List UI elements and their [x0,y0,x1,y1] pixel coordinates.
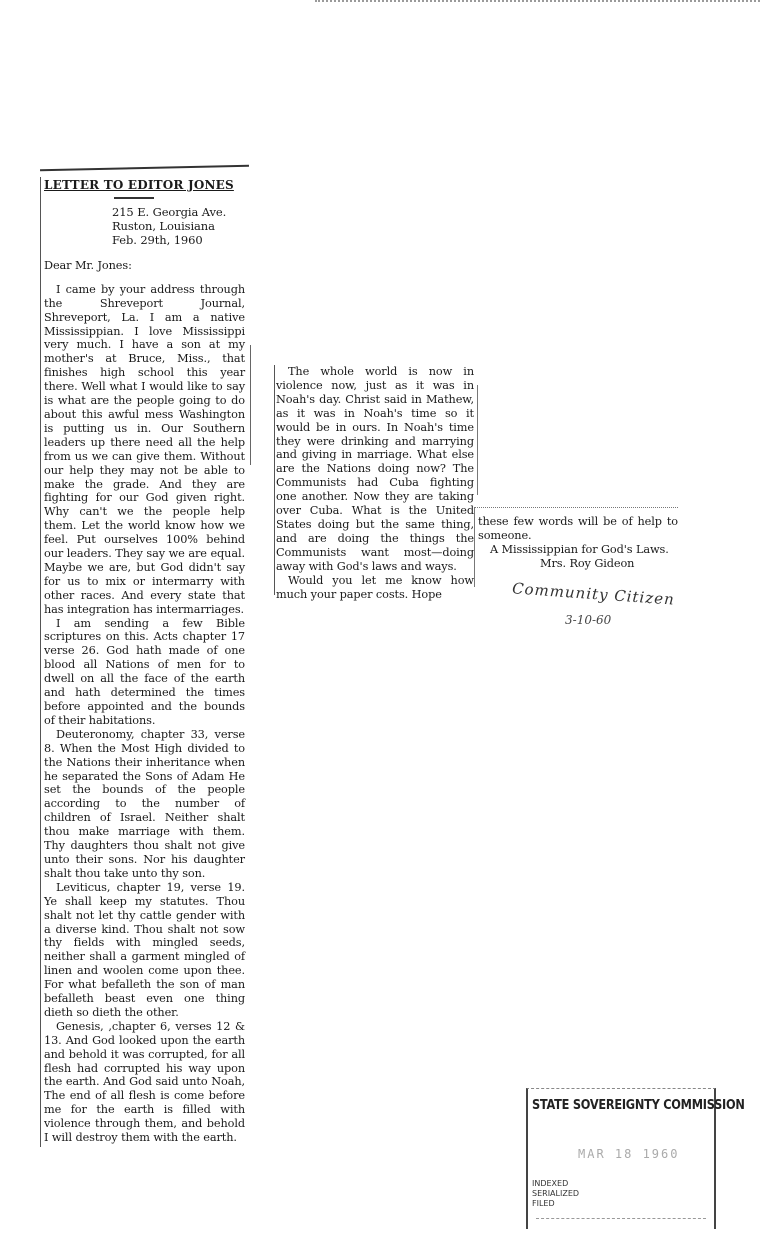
closing: A Mississippian for God's Laws. [490,542,669,556]
letter-column-2 [276,365,474,601]
headline [44,165,245,193]
column-rule [477,385,478,495]
top-dotted-border [315,0,760,4]
handwritten-note: Community Citizen [511,579,676,609]
stamp-title: STATE SOVEREIGNTY COMMISSION [532,1097,745,1113]
column-rule [274,365,275,595]
paragraph: Leviticus, chapter 19, verse 19. Ye shall keep my statutes. Thou shalt not let thy cattle gender with a diverse kind. Thou shalt not sow thy fields with mingled seeds, neither shall a garment mingled of linen and woolen come upon thee. For what befalleth the son of man befalleth beast even one thing dieth so dieth the other. [44,880,245,1019]
paragraph: these few words will be of help to someone. [478,515,678,542]
stamp-row-indexed: INDEXED [532,1179,569,1188]
handwritten-date: 3-10-60 [565,613,612,627]
column-rule [40,177,41,1147]
address-street: 215 E. Georgia Ave. [112,204,227,219]
headline-divider [114,197,154,199]
paragraph: Deuteronomy, chapter 33, verse 8. When the Most High divided to the Nations their inheritance when he separated the Sons of Adam He set the bounds of the people according to the number of children of Israel. Neither shalt thou make marriage with them. Thy daughters thou shalt not give unto their sons. Nor his daughter shalt thou take unto thy son. [44,727,245,880]
stamp-row-filed: FILED [532,1199,555,1208]
stamp-divider [536,1218,706,1219]
paragraph: I came by your address through the Shreveport Journal, Shreveport, La. I am a native Mississippian. I love Mississippi very much. I have a son at my mother's at Bruce, Miss., that finishes high school this year there. Well what I would like to say is what are the people going to do about this awful mess Washington is putting us in. Our Southern leaders up there need all the help from us we can give them. Without our help they may not be able to make the grade. And they are fighting for our God given right. Why can't we the people help them. Let the world know how we feel. Put ourselves 100% behind our leaders. They say we are equal. Maybe we are, but God didn't say for us to mix or intermarry with other races. And every state that has integration has intermarriages. [44,282,245,616]
address-city: Ruston, Louisiana [112,218,215,233]
stamp-row-serialized: SERIALIZED [532,1189,580,1198]
sender-address [112,205,245,247]
paragraph: I am sending a few Bible scriptures on this. Acts chapter 17 verse 26. God hath made of one blood all Nations of men for to dwell on all the face of the earth and hath determined the times before appointed and the bounds of their habitations. [44,616,245,727]
column-rule [250,345,251,465]
signature: Mrs. Roy Gideon [540,556,635,570]
paragraph: The whole world is now in violence now, just as it was in Noah's day. Christ said in Mathew, as it was in Noah's time so it would be in ours. In Noah's time they were drinking and marrying and giving in marriage. What else are the Nations doing now? The Communists had Cuba fighting one another. Now they are taking over Cuba. What is the United States doing but the same thing, and are doing the things the Communists want most—doing away with God's laws and ways. [276,365,474,573]
paragraph: Would you let me know how much your paper costs. Hope [276,573,474,601]
salutation: Dear Mr. Jones: [44,258,132,272]
paragraph: Genesis, ,chapter 6, verses 12 & 13. And God looked upon the earth and behold it was corrupted, for all flesh had corrupted his way upon the earth. And God said unto Noah, The end of all flesh is come before me for the earth is filled with violence through them, and behold I will destroy them with the earth. [44,1019,245,1145]
letter-column-3 [478,515,678,571]
stamp-date: MAR 18 1960 [578,1147,680,1161]
column-rule [474,507,678,508]
letter-column-1 [44,165,245,1145]
address-date: Feb. 29th, 1960 [112,232,203,247]
stamp-rows [532,1179,579,1209]
column-rule [474,507,475,587]
headline-text: LETTER TO EDITOR JONES [44,178,234,192]
commission-stamp [526,1088,745,1229]
